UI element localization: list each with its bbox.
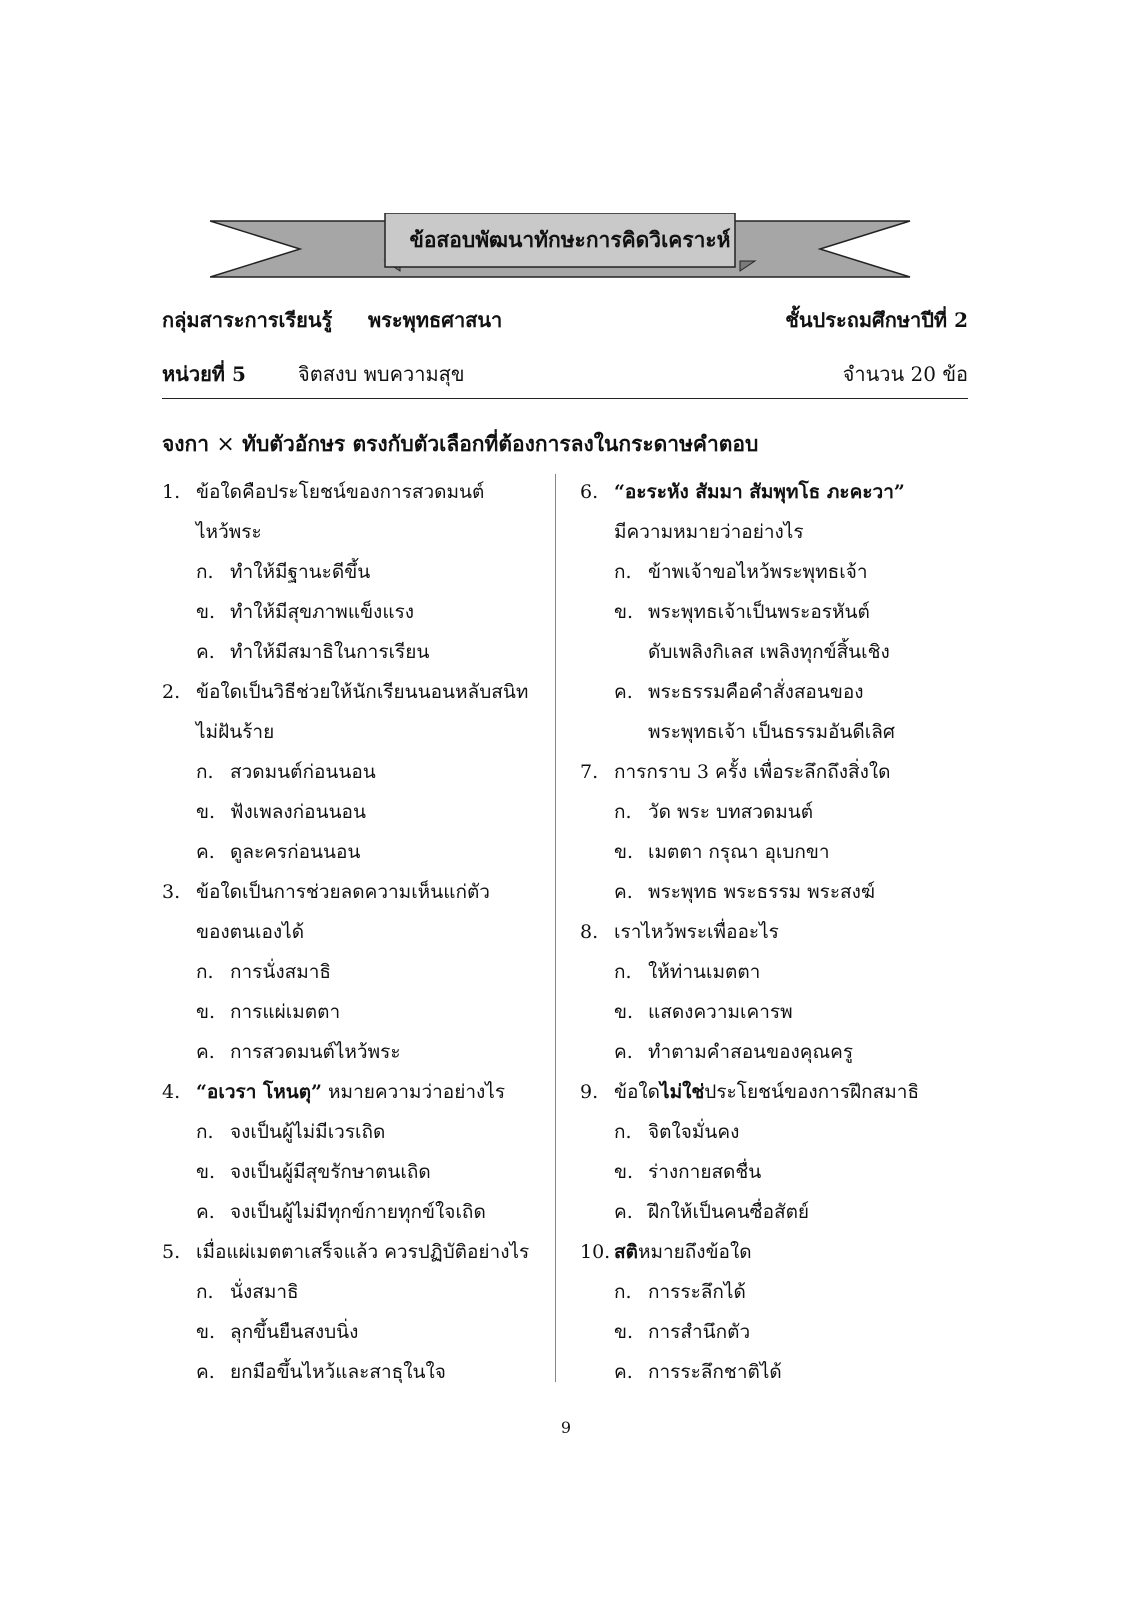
question-text: ข้อใดเป็นการช่วยลดความเห็นแก่ตัว (196, 881, 490, 903)
question-number: 6. (580, 481, 599, 503)
question-number: 10. (580, 1241, 611, 1263)
question-text: ข้อใด (614, 1081, 661, 1103)
question-lead: “อะระหัง สัมมา สัมพุทโธ ภะคะวา” (614, 481, 905, 503)
question-text: หมายความว่าอย่างไร (321, 1081, 506, 1103)
option-7-a[interactable]: ก. วัด พระ บทสวดมนต์ (614, 801, 814, 823)
question-number: 7. (580, 761, 599, 783)
grade-level: ชั้นประถมศึกษาปีที่ 2 (785, 308, 968, 332)
question-text: เมื่อแผ่เมตตาเสร็จแล้ว ควรปฏิบัติอย่างไร (196, 1241, 530, 1263)
option-7-b[interactable]: ข. เมตตา กรุณา อุเบกขา (614, 841, 830, 863)
column-divider (555, 474, 556, 1382)
question-2 (162, 672, 552, 712)
subject-label: กลุ่มสาระการเรียนรู้ (162, 308, 333, 332)
option-9-a[interactable]: ก. จิตใจมั่นคง (614, 1121, 740, 1143)
option-5-b[interactable]: ข. ลุกขึ้นยืนสงบนิ่ง (196, 1321, 359, 1343)
question-8 (580, 912, 975, 952)
subject-name: พระพุทธศาสนา (368, 308, 503, 332)
question-9 (580, 1072, 975, 1112)
option-10-b[interactable]: ข. การสำนึกตัว (614, 1321, 751, 1343)
unit-label: หน่วยที่ 5 (162, 362, 246, 386)
question-number: 9. (580, 1081, 599, 1103)
question-text: การกราบ 3 ครั้ง เพื่อระลึกถึงสิ่งใด (614, 761, 891, 783)
option-2-a[interactable]: ก. สวดมนต์ก่อนนอน (196, 761, 376, 783)
question-number: 1. (162, 481, 181, 503)
option-2-b[interactable]: ข. ฟังเพลงก่อนนอน (196, 801, 366, 823)
instruction-post: ทับตัวอักษร ตรงกับตัวเลือกที่ต้องการลงในกระดาษคำตอบ (242, 431, 759, 456)
title-banner (210, 213, 930, 283)
option-7-c[interactable]: ค. พระพุทธ พระธรรม พระสงฆ์ (614, 881, 876, 903)
question-number: 3. (162, 881, 181, 903)
option-6-c-continued: พระพุทธเจ้า เป็นธรรมอันดีเลิศ (648, 721, 895, 743)
instruction-pre: จงกา (162, 431, 210, 456)
question-column-right (580, 472, 975, 1392)
option-10-c[interactable]: ค. การระลึกชาติได้ (614, 1361, 782, 1383)
question-text: ข้อใดเป็นวิธีช่วยให้นักเรียนนอนหลับสนิท (196, 681, 529, 703)
option-8-a[interactable]: ก. ให้ท่านเมตตา (614, 961, 761, 983)
option-9-c[interactable]: ค. ฝึกให้เป็นคนซื่อสัตย์ (614, 1201, 810, 1223)
option-9-b[interactable]: ข. ร่างกายสดชื่น (614, 1161, 762, 1183)
question-count: จำนวน 20 ข้อ (842, 362, 968, 386)
option-2-c[interactable]: ค. ดูละครก่อนนอน (196, 841, 361, 863)
question-lead: สติ (614, 1241, 638, 1263)
option-3-b[interactable]: ข. การแผ่เมตตา (196, 1001, 341, 1023)
option-1-b[interactable]: ข. ทำให้มีสุขภาพแข็งแรง (196, 601, 415, 623)
question-5 (162, 1232, 552, 1272)
option-4-c[interactable]: ค. จงเป็นผู้ไม่มีทุกข์กายทุกข์ใจเถิด (196, 1201, 486, 1223)
option-3-c[interactable]: ค. การสวดมนต์ไหว้พระ (196, 1041, 401, 1063)
option-6-b-continued: ดับเพลิงกิเลส เพลิงทุกข์สิ้นเชิง (648, 641, 890, 663)
question-4 (162, 1072, 552, 1112)
option-4-a[interactable]: ก. จงเป็นผู้ไม่มีเวรเถิด (196, 1121, 386, 1143)
option-3-a[interactable]: ก. การนั่งสมาธิ (196, 961, 332, 983)
question-emphasis: ไม่ใช่ (660, 1081, 705, 1103)
question-number: 2. (162, 681, 181, 703)
question-column-left (162, 472, 552, 1392)
instruction (162, 428, 758, 461)
question-text-continued: ไม่ฝันร้าย (196, 721, 275, 743)
cross-mark-icon: × (216, 432, 235, 457)
option-4-b[interactable]: ข. จงเป็นผู้มีสุขรักษาตนเถิด (196, 1161, 431, 1183)
question-text-continued: ของตนเองได้ (196, 921, 305, 943)
option-6-c[interactable]: ค. พระธรรมคือคำสั่งสอนของ (614, 681, 864, 703)
question-text: เราไหว้พระเพื่ออะไร (614, 921, 779, 943)
option-8-b[interactable]: ข. แสดงความเคารพ (614, 1001, 793, 1023)
question-text-tail: ประโยชน์ของการฝึกสมาธิ (704, 1081, 920, 1103)
option-5-a[interactable]: ก. นั่งสมาธิ (196, 1281, 299, 1303)
unit-title: จิตสงบ พบความสุข (298, 362, 465, 386)
question-number: 8. (580, 921, 599, 943)
question-1 (162, 472, 552, 512)
question-text: ข้อใดคือประโยชน์ของการสวดมนต์ (196, 481, 485, 503)
question-text-continued: มีความหมายว่าอย่างไร (614, 521, 804, 543)
option-5-c[interactable]: ค. ยกมือขึ้นไหว้และสาธุในใจ (196, 1361, 446, 1383)
question-6 (580, 472, 975, 512)
question-lead: “อเวรา โหนตุ” (196, 1081, 322, 1103)
option-10-a[interactable]: ก. การระลึกได้ (614, 1281, 746, 1303)
option-8-c[interactable]: ค. ทำตามคำสอนของคุณครู (614, 1041, 854, 1063)
question-text: หมายถึงข้อใด (637, 1241, 752, 1263)
banner-title: ข้อสอบพัฒนาทักษะการคิดวิเคราะห์ (409, 226, 731, 252)
page-number: 9 (560, 1418, 572, 1437)
option-6-b[interactable]: ข. พระพุทธเจ้าเป็นพระอรหันต์ (614, 601, 870, 623)
question-3 (162, 872, 552, 912)
option-1-a[interactable]: ก. ทำให้มีฐานะดีขึ้น (196, 561, 371, 583)
question-text-continued: ไหว้พระ (196, 521, 262, 543)
question-10 (580, 1232, 975, 1272)
question-number: 4. (162, 1081, 181, 1103)
option-6-a[interactable]: ก. ข้าพเจ้าขอไหว้พระพุทธเจ้า (614, 561, 868, 583)
option-1-c[interactable]: ค. ทำให้มีสมาธิในการเรียน (196, 641, 430, 663)
question-number: 5. (162, 1241, 181, 1263)
header-divider (162, 398, 968, 399)
question-7 (580, 752, 975, 792)
